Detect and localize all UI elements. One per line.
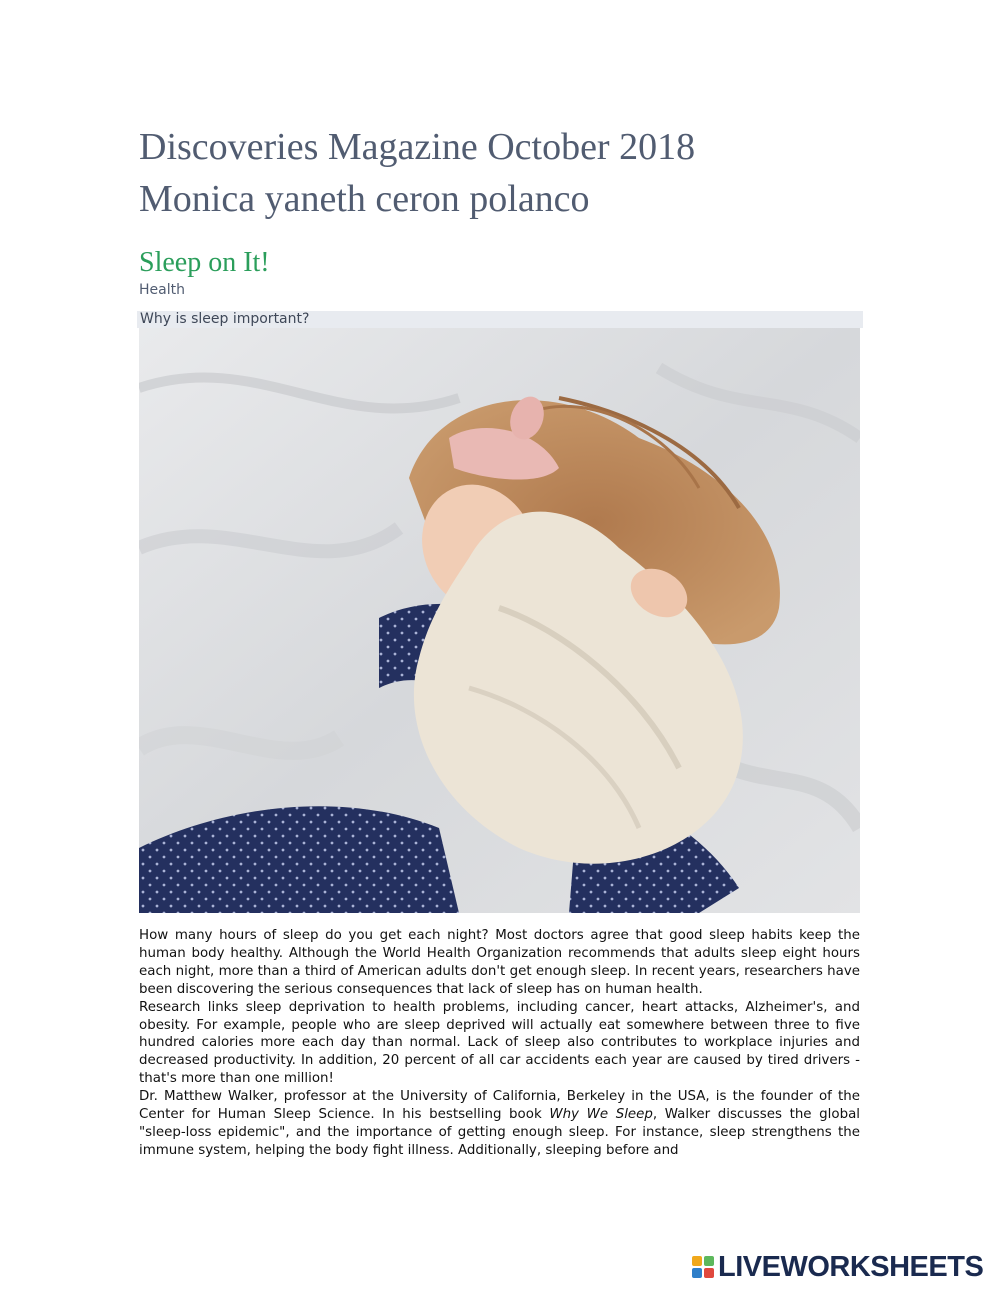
paragraph-text: , Walker discusses the global "sleep-loss epidemic", and the importance of getting enough sleep. For instance, sleep strengthens the immune system, helping the body fight illness. Additionally, sleeping before and (139, 1107, 861, 1158)
author-name: Monica yaneth ceron polanco (139, 178, 590, 220)
article-paragraph: How many hours of sleep do you get each night? Most doctors agree that good sleep habits keep the human body healthy. Although the World Health Organization recommends that adults sleep eight hours each night, more than a third of American adults don't get enough sleep. In recent years, researchers have been discovering the serious consequences that lack of sleep has on human health. (139, 928, 860, 997)
liveworksheets-logo-icon (692, 1256, 714, 1278)
article-subheading: Why is sleep important? (137, 311, 863, 328)
article-body (139, 927, 860, 1160)
article-paragraph (139, 999, 860, 1089)
liveworksheets-brand (692, 1250, 983, 1284)
sleeping-woman-photo (139, 328, 860, 913)
paragraph-text: Research links sleep deprivation to health problems, including cancer, heart attacks, Alzheimer's, and obesity. For example, people who are sleep deprived will actually eat somewhere between three to five hundred calories more each day than normal. Lack of sleep also contributes to workplace injuries and decreased productivity. In addition, 20 percent of all car accidents each year are caused by tired drivers - that's more than one million! (139, 999, 860, 1087)
magazine-title: Discoveries Magazine October 2018 (139, 126, 696, 168)
brand-name: LIVEWORKSHEETS (718, 1250, 984, 1283)
article-category: Health (139, 282, 185, 298)
article-headline: Sleep on It! (139, 247, 270, 278)
book-title: Why We Sleep (549, 1107, 653, 1123)
article-paragraph (139, 1088, 860, 1160)
paragraph-text: Dr. Matthew Walker, professor at the University of California, Berkeley in the USA, is the founder of the Center for Human Sleep Science. In his bestselling book (139, 1089, 860, 1123)
